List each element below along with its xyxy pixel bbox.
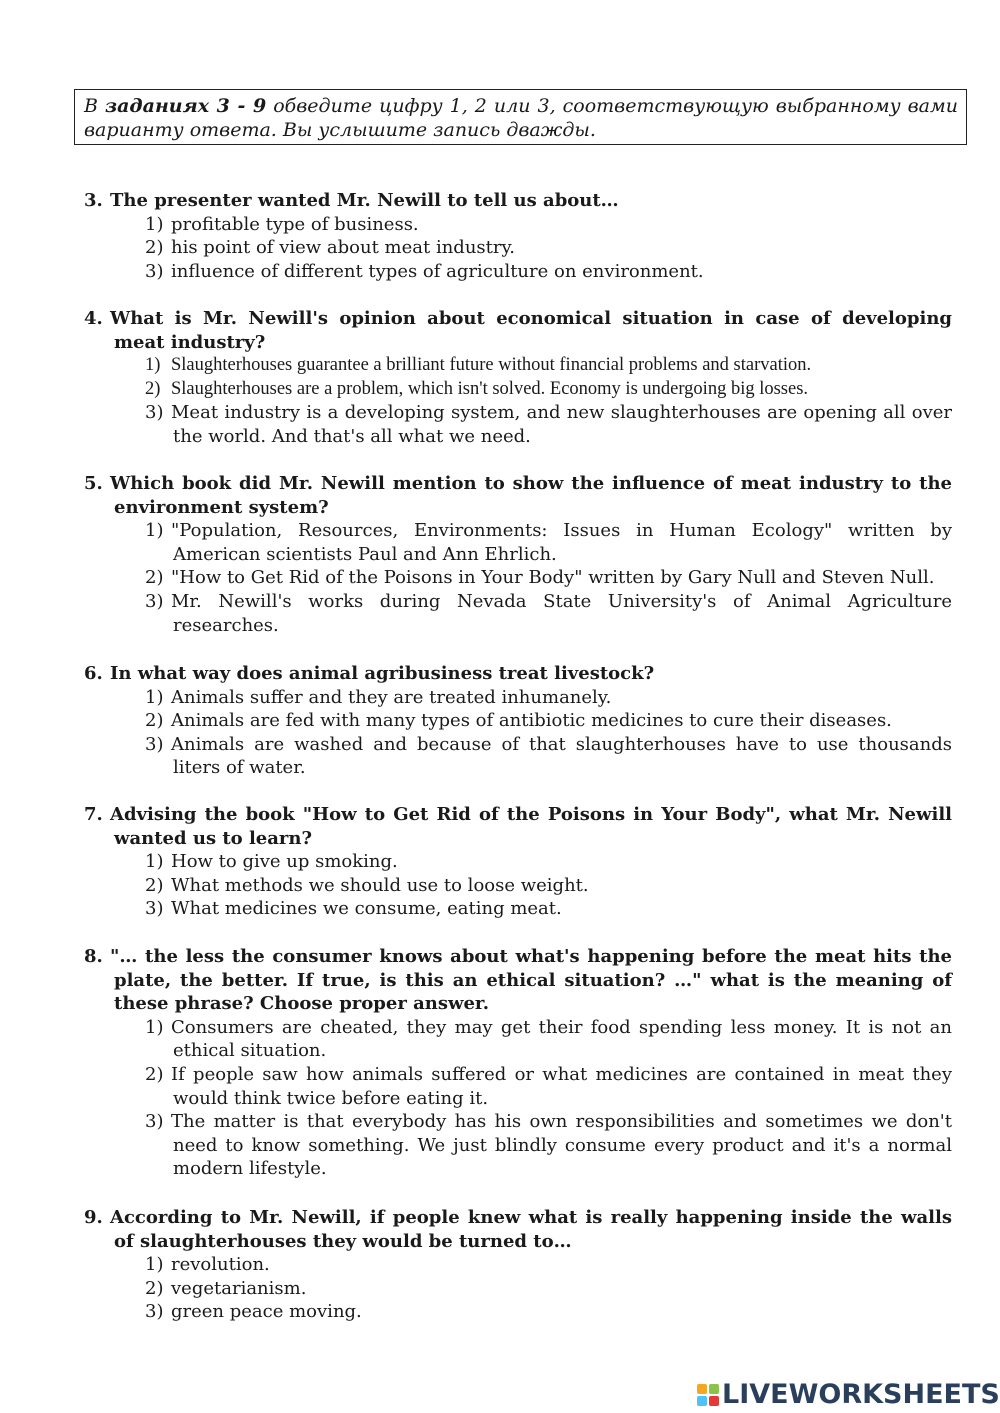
option-text: Animals are fed with many types of antibiotic medicines to cure their diseases. xyxy=(171,710,892,732)
logo-square-icon xyxy=(697,1396,707,1406)
question-3 xyxy=(84,189,952,283)
question-text: According to Mr. Newill, if people knew what is really happening inside the walls of slaughterhouses they would be turned to… xyxy=(110,1207,952,1252)
option-number: 2) xyxy=(145,567,164,589)
instruction-text: обведите цифру 1, 2 или 3, соответствующую выбранному вами варианту ответа. Вы услышите запись дважды. xyxy=(84,95,958,141)
question-4 xyxy=(84,307,952,449)
question-text: Advising the book "How to Get Rid of the Poisons in Your Body", what Mr. Newill wanted us to learn? xyxy=(110,804,952,849)
question-number: 6. xyxy=(84,663,103,684)
question-9 xyxy=(84,1206,952,1324)
option-number: 1) xyxy=(145,520,164,542)
answer-option[interactable] xyxy=(84,519,952,566)
instruction-prefix: В xyxy=(84,95,105,117)
option-text: Mr. Newill's works during Nevada State University's of Animal Agriculture researches. xyxy=(171,590,952,636)
option-text: Meat industry is a developing system, and new slaughterhouses are opening all over the world. And that's all what we need. xyxy=(171,402,952,447)
logo-text: LIVEWORKSHEETS xyxy=(722,1378,1000,1410)
question-text: The presenter wanted Mr. Newill to tell us about… xyxy=(110,190,619,211)
answer-option[interactable] xyxy=(84,236,952,260)
question-5 xyxy=(84,472,952,637)
answer-option[interactable] xyxy=(84,874,952,898)
question-text: Which book did Mr. Newill mention to show the influence of meat industry to the environment system? xyxy=(110,473,952,518)
option-text: Animals are washed and because of that slaughterhouses have to use thousands liters of water. xyxy=(171,733,952,779)
answer-option[interactable] xyxy=(84,1277,952,1301)
option-text: If people saw how animals suffered or what medicines are contained in meat they would think twice before eating it. xyxy=(171,1063,952,1109)
question-number: 7. xyxy=(84,804,103,825)
option-text: influence of different types of agriculture on environment. xyxy=(171,260,704,282)
option-number: 2) xyxy=(145,237,164,259)
option-text: "Population, Resources, Environments: Issues in Human Ecology" written by American scientists Paul and Ann Ehrlich. xyxy=(171,520,952,565)
answer-option[interactable] xyxy=(84,1253,952,1277)
question-text: What is Mr. Newill's opinion about economical situation in case of developing meat industry? xyxy=(110,308,952,353)
option-text: green peace moving. xyxy=(171,1301,362,1323)
question-title xyxy=(84,189,952,213)
option-number: 1) xyxy=(145,1016,164,1038)
answer-option[interactable] xyxy=(84,260,952,284)
answer-option[interactable] xyxy=(84,213,952,237)
answer-option[interactable] xyxy=(84,566,952,590)
option-number: 2) xyxy=(145,1277,164,1299)
option-number: 1) xyxy=(145,851,164,873)
option-number: 1) xyxy=(145,1254,164,1276)
option-text: How to give up smoking. xyxy=(171,851,398,873)
option-number: 1) xyxy=(145,686,164,708)
option-number: 1) xyxy=(145,355,161,376)
question-title xyxy=(84,472,952,519)
option-text: What medicines we consume, eating meat. xyxy=(171,898,562,920)
question-number: 8. xyxy=(84,946,103,967)
question-number: 9. xyxy=(84,1207,103,1228)
question-number: 3. xyxy=(84,190,103,211)
option-number: 1) xyxy=(145,213,164,235)
answer-option[interactable] xyxy=(84,709,952,733)
instruction-bold: заданиях 3 - 9 xyxy=(104,95,267,117)
logo-square-icon xyxy=(709,1396,719,1406)
option-number: 3) xyxy=(145,733,164,755)
question-number: 4. xyxy=(84,308,103,329)
logo-square-icon xyxy=(709,1384,719,1394)
answer-option[interactable] xyxy=(84,1063,952,1110)
logo-mark-icon xyxy=(697,1384,719,1406)
question-title xyxy=(84,307,952,354)
answer-option[interactable] xyxy=(84,354,952,378)
option-text: revolution. xyxy=(171,1254,270,1276)
option-number: 3) xyxy=(145,898,164,920)
answer-option[interactable] xyxy=(84,1110,952,1181)
option-number: 2) xyxy=(145,378,161,399)
option-number: 2) xyxy=(145,710,164,732)
option-text: his point of view about meat industry. xyxy=(171,237,515,259)
option-text: Animals suffer and they are treated inhumanely. xyxy=(171,686,612,708)
question-title xyxy=(84,662,952,686)
answer-option[interactable] xyxy=(84,733,952,780)
option-number: 3) xyxy=(145,1111,164,1133)
question-title xyxy=(84,1206,952,1253)
answer-option[interactable] xyxy=(84,686,952,710)
answer-option[interactable] xyxy=(84,1016,952,1063)
answer-option[interactable] xyxy=(84,1300,952,1324)
option-text: Consumers are cheated, they may get their food spending less money. It is not an ethical situation. xyxy=(171,1016,952,1062)
question-title xyxy=(84,945,952,1016)
option-text: Slaughterhouses are a problem, which isn't solved. Economy is undergoing big losses. xyxy=(171,378,809,399)
question-6 xyxy=(84,662,952,780)
question-text: "… the less the consumer knows about what's happening before the meat hits the plate, the better. If true, is this an ethical situation? …" what is the meaning of these phrase? Choose proper answer. xyxy=(110,946,952,1015)
logo-square-icon xyxy=(697,1384,707,1394)
option-number: 2) xyxy=(145,1063,164,1085)
answer-option[interactable] xyxy=(84,897,952,921)
question-7 xyxy=(84,803,952,921)
option-number: 3) xyxy=(145,402,164,424)
question-title xyxy=(84,803,952,850)
option-number: 3) xyxy=(145,1301,164,1323)
option-text: "How to Get Rid of the Poisons in Your Body" written by Gary Null and Steven Null. xyxy=(171,567,935,589)
question-text: In what way does animal agribusiness treat livestock? xyxy=(110,663,655,684)
instruction-box xyxy=(74,89,967,145)
option-text: The matter is that everybody has his own responsibilities and sometimes we don't need to know something. We just blindly consume every product and it's a normal modern lifestyle. xyxy=(171,1111,952,1180)
option-text: What methods we should use to loose weight. xyxy=(171,874,589,896)
liveworksheets-logo xyxy=(697,1379,1000,1409)
question-number: 5. xyxy=(84,473,103,494)
option-number: 2) xyxy=(145,874,164,896)
answer-option[interactable] xyxy=(84,401,952,448)
option-number: 3) xyxy=(145,260,164,282)
option-number: 3) xyxy=(145,590,164,612)
option-text: Slaughterhouses guarantee a brilliant future without financial problems and starvation. xyxy=(171,355,812,376)
answer-option[interactable] xyxy=(84,850,952,874)
option-text: vegetarianism. xyxy=(171,1277,307,1299)
answer-option[interactable] xyxy=(84,590,952,637)
option-text: profitable type of business. xyxy=(171,213,419,235)
question-8 xyxy=(84,945,952,1181)
answer-option[interactable] xyxy=(84,378,952,402)
